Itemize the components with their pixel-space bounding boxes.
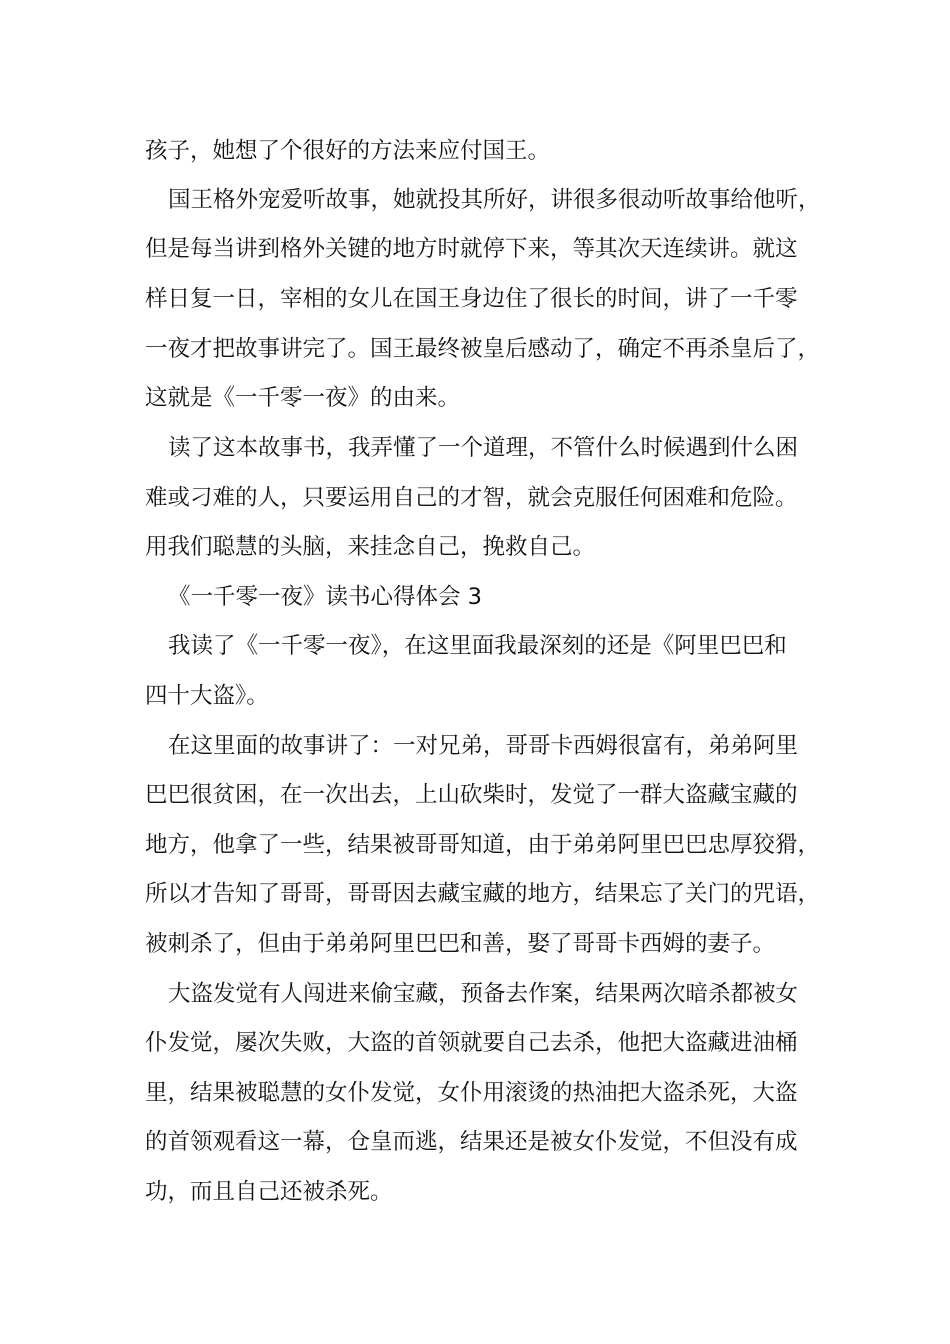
paragraph-start-line: 读了这本故事书，我弄懂了一个道理，不管什么时候遇到什么困 bbox=[168, 435, 799, 461]
paragraph-start-line: 国王格外宠爱听故事，她就投其所好，讲很多很动听故事给他听， bbox=[168, 187, 821, 213]
text-line: 孩子，她想了个很好的方法来应付国王。 bbox=[145, 138, 551, 164]
text-line: 用我们聪慧的头脑，来挂念自己，挽救自己。 bbox=[145, 534, 596, 560]
text-line: 但是每当讲到格外关键的地方时就停下来，等其次天连续讲。就这 bbox=[145, 236, 798, 262]
text-line: 四十大盗》。 bbox=[145, 683, 269, 709]
text-line: 这就是《一千零一夜》的由来。 bbox=[145, 385, 461, 411]
text-line: 难或刁难的人，只要运用自己的才智，就会克服任何困难和危险。 bbox=[145, 485, 798, 511]
text-line: 被刺杀了，但由于弟弟阿里巴巴和善，娶了哥哥卡西姆的妻子。 bbox=[145, 931, 776, 957]
text-line: 地方，他拿了一些，结果被哥哥知道，由于弟弟阿里巴巴忠厚狡猾， bbox=[145, 832, 821, 858]
text-line: 巴巴很贫困，在一次出去，上山砍柴时，发觉了一群大盗藏宝藏的 bbox=[145, 782, 798, 808]
text-line: 的首领观看这一幕，仓皇而逃，结果还是被女仆发觉，不但没有成 bbox=[145, 1129, 798, 1155]
paragraph-start-line: 我读了《一千零一夜》，在这里面我最深刻的还是《阿里巴巴和 bbox=[168, 633, 787, 659]
text-line: 样日复一日，宰相的女儿在国王身边住了很长的时间，讲了一千零 bbox=[145, 286, 798, 312]
section-heading: 《一千零一夜》读书心得体会 3 bbox=[168, 584, 482, 610]
text-line: 功，而且自己还被杀死。 bbox=[145, 1179, 393, 1205]
paragraph-start-line: 大盗发觉有人闯进来偷宝藏，预备去作案，结果两次暗杀都被女 bbox=[168, 981, 799, 1007]
text-line: 里，结果被聪慧的女仆发觉，女仆用滚烫的热油把大盗杀死，大盗 bbox=[145, 1080, 798, 1106]
paragraph-start-line: 在这里面的故事讲了：一对兄弟，哥哥卡西姆很富有，弟弟阿里 bbox=[168, 733, 799, 759]
text-line: 仆发觉，屡次失败，大盗的首领就要自己去杀，他把大盗藏进油桶 bbox=[145, 1030, 798, 1056]
text-line: 一夜才把故事讲完了。国王最终被皇后感动了，确定不再杀皇后了， bbox=[145, 336, 821, 362]
text-line: 所以才告知了哥哥，哥哥因去藏宝藏的地方，结果忘了关门的咒语， bbox=[145, 881, 821, 907]
